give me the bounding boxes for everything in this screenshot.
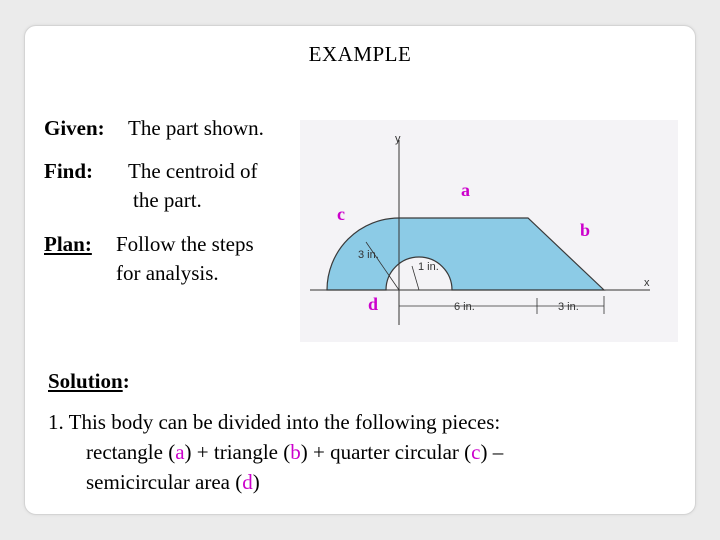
text-triangle: ) + triangle (: [184, 440, 291, 464]
dim-6in-label: 6 in.: [454, 301, 475, 313]
solution-label: Solution: [48, 369, 123, 393]
centroid-figure: [300, 120, 678, 342]
text-quarter-circular: ) + quarter circular (: [300, 440, 472, 464]
label-b: b: [580, 220, 591, 240]
given-label: Given:: [44, 116, 105, 140]
x-axis-label: x: [644, 277, 650, 289]
plan-label: Plan:: [44, 232, 92, 256]
text-close-paren: ): [252, 470, 260, 494]
plan-text-line1: Follow the steps: [116, 232, 254, 256]
label-d: d: [368, 294, 379, 314]
text-semicircular: semicircular area (: [86, 470, 243, 494]
solution-line3: [86, 469, 260, 495]
find-text-line2: the part.: [133, 188, 202, 212]
find-text-line1: The centroid of: [128, 159, 258, 183]
piece-c: c: [471, 440, 481, 464]
label-c: c: [337, 204, 345, 224]
dim-3in-bottom-label: 3 in.: [558, 301, 579, 313]
solution-colon: :: [122, 369, 130, 393]
solution-line2: [86, 439, 503, 465]
dim-1in-label: 1 in.: [418, 261, 439, 273]
y-axis-label: y: [395, 133, 401, 145]
dim-3in-label: 3 in.: [358, 249, 379, 261]
text-rectangle: rectangle (: [86, 440, 176, 464]
piece-a: a: [175, 440, 185, 464]
solution-step: 1. This body can be divided into the following pieces:: [48, 410, 501, 434]
text-minus: ) –: [480, 440, 504, 464]
piece-b: b: [290, 440, 301, 464]
page-title: EXAMPLE: [308, 42, 412, 66]
piece-d: d: [242, 470, 253, 494]
find-label: Find:: [44, 159, 94, 183]
label-a: a: [461, 180, 470, 200]
given-text: The part shown.: [128, 116, 264, 140]
plan-text-line2: for analysis.: [116, 261, 219, 285]
